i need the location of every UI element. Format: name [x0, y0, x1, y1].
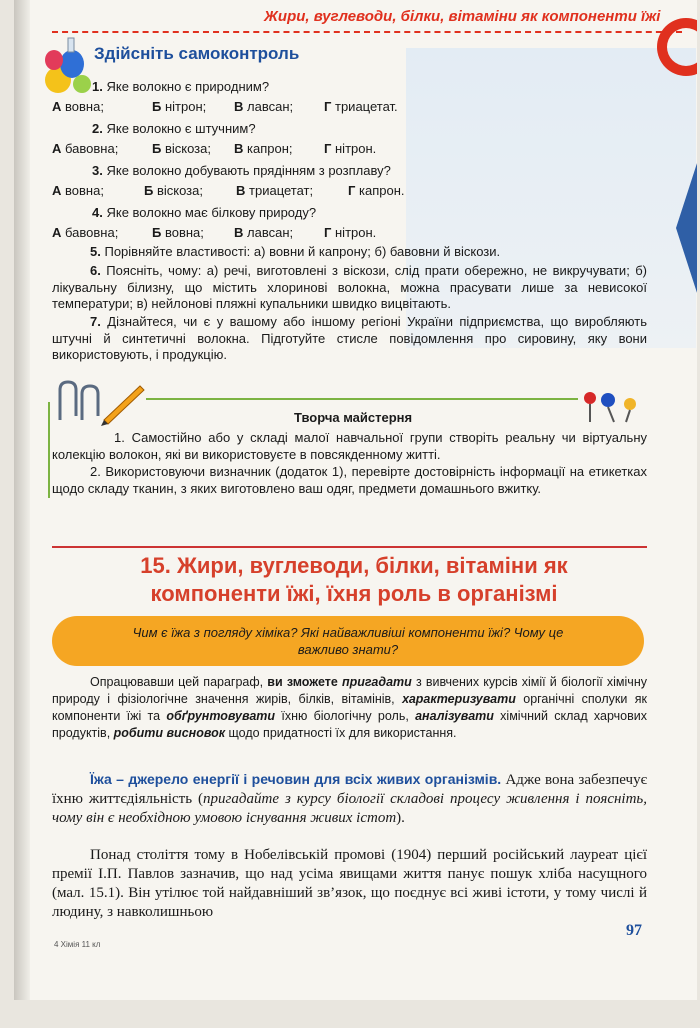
print-note: 4 Хімія 11 кл: [54, 940, 101, 949]
question-5: 5. Порівняйте властивості: а) вовни й капрону; б) бавовни й віскози.: [90, 244, 501, 259]
question-1-options: А вовна; Б нітрон; В лавсан; Г триацетат.: [52, 99, 398, 114]
question-6: 6. Поясніть, чому: а) речі, виготовлені з віскози, слід прати обережно, не викручувати; б) лікувальну білизну, що містить хлоринові волокна, можна прасувати лише за невисокої температури; в) нейлонові пляжні купальники швидко вицвітають.: [52, 263, 647, 311]
question-4: 4. Яке волокно має білкову природу?: [92, 205, 317, 220]
creative-title: Творча майстерня: [294, 410, 413, 425]
question-3-options: А вовна; Б віскоза; В триацетат; Г капрон.: [52, 183, 405, 198]
header-divider: [52, 31, 682, 33]
flask-icon: [42, 34, 92, 96]
question-7: 7. Дізнайтеся, чи є у вашому або іншому регіоні України підприємства, що виробляють штучні й синтетичні волокна. Підготуйте стисле повідомлення про сировину, яку вони використовують, і продукцію.: [52, 314, 647, 362]
learning-objectives: Опрацювавши цей параграф, ви зможете пригадати з вивчених курсів хімії й біології хімічну природу і фізіологічне значення жирів, білків, вітамінів, характеризувати органічні сполуки як компоненти їжі та обґрунтовувати їхню біологічну роль, аналізувати хімічний склад харчових продуктів, робити висновок щодо придатності їх для використання.: [52, 675, 647, 740]
question-1: 1. Яке волокно є природним?: [92, 79, 270, 94]
question-2: 2. Яке волокно є штучним?: [92, 121, 256, 136]
pushpins-icon: [580, 390, 644, 424]
question-4-options: А бавовна; Б вовна; В лавсан; Г нітрон.: [52, 225, 377, 240]
key-question-banner: Чим є їжа з погляду хіміка? Які найважливіші компоненти їжі? Чому це важливо знати?: [52, 616, 644, 666]
section-title: 15. Жири, вуглеводи, білки, вітаміни як компоненти їжі, їхня роль в організмі: [140, 553, 568, 606]
creative-side-rule: [48, 402, 50, 498]
page-binding-shadow: [14, 0, 30, 1000]
creative-item-2: 2. Використовуючи визначник (додаток 1), перевірте достовірність інформації на етикетках щодо складу тканин, з яких виготовлено ваш одяг, предмети домашнього вжитку.: [52, 464, 647, 496]
body-paragraph-2: Понад століття тому в Нобелівській промові (1904) перший російський лауреат цієї премії І.П. Павлов зазначив, що над усіма явищами життя панує пошук хліба насущного (мал. 15.1). Він утілює той найдавніший зв’язок, що поєднує всі живі істоти, у тому числі й людину, з навколишньою: [52, 847, 647, 920]
creative-item-1: 1. Самостійно або у складі малої навчальної групи створіть реальну чи віртуальну колекцію волокон, які ви використовуєте в повсякденному житті.: [52, 430, 647, 462]
page-edge-marker-icon: [676, 160, 697, 296]
textbook-page: [14, 0, 697, 1000]
chapter-header: Жири, вуглеводи, білки, вітаміни як компоненти їжі: [264, 8, 661, 25]
self-control-title: Здійсніть самоконтроль: [94, 44, 300, 63]
page-number: 97: [626, 922, 642, 939]
section-divider: [52, 546, 647, 548]
body-paragraph-1: Їжа – джерело енергії і речовин для всіх живих організмів. Адже вона забезпечує їхню життєдіяльність (пригадайте з курсу біології складові процесу живлення і поясніть, чому він є необхідною умовою існування живих істот).: [52, 771, 648, 826]
question-3: 3. Яке волокно добувають прядінням з розплаву?: [92, 163, 391, 178]
question-2-options: А бавовна; Б віскоза; В капрон; Г нітрон.: [52, 141, 377, 156]
paperclip-pencil-icon: [54, 380, 146, 426]
creative-divider: [146, 398, 578, 400]
